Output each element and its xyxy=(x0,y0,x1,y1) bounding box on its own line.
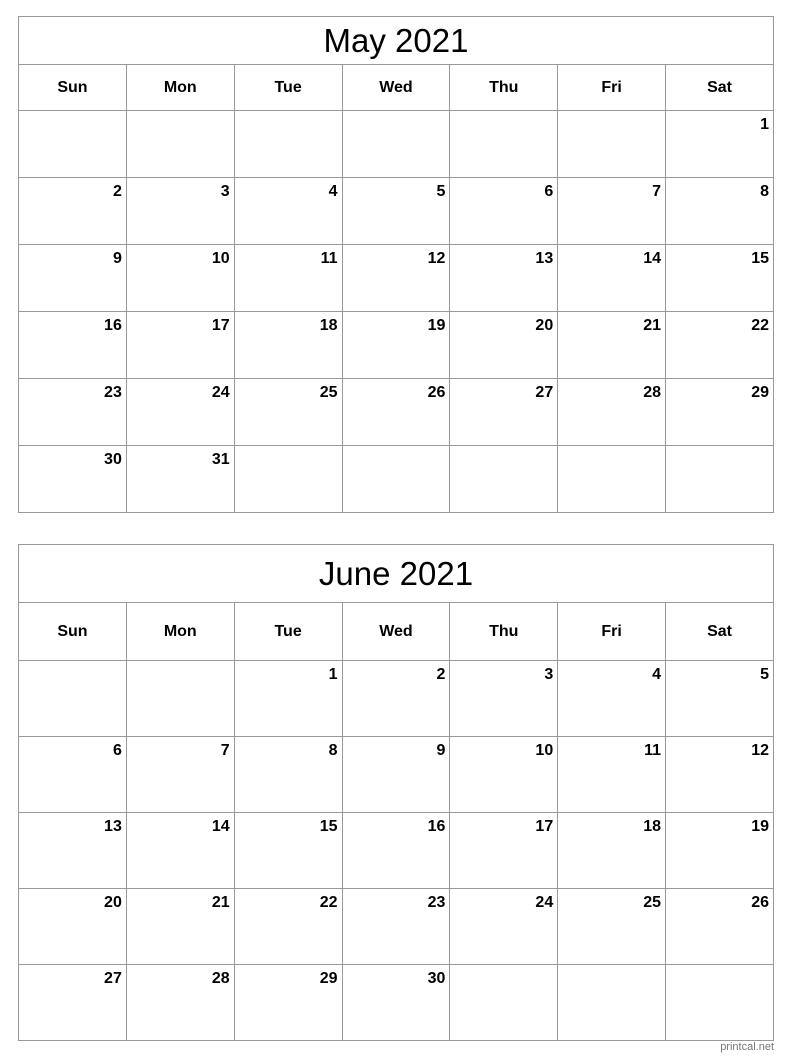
day-cell xyxy=(19,111,127,178)
day-number xyxy=(661,119,665,124)
day-cell xyxy=(666,737,774,813)
day-cell xyxy=(234,965,342,1041)
day-cell xyxy=(342,737,450,813)
day-number: 19 xyxy=(427,317,446,334)
week-row xyxy=(19,379,774,446)
day-number xyxy=(661,454,665,459)
day-cell xyxy=(19,965,127,1041)
day-number xyxy=(338,454,342,459)
day-cell xyxy=(342,965,450,1041)
day-number xyxy=(122,669,126,674)
day-number: 18 xyxy=(643,818,662,835)
day-number: 10 xyxy=(535,742,554,759)
day-cell xyxy=(19,889,127,965)
day-number: 30 xyxy=(427,970,446,987)
day-cell xyxy=(19,737,127,813)
day-cell xyxy=(450,312,558,379)
day-cell xyxy=(666,245,774,312)
day-cell xyxy=(19,312,127,379)
day-cell xyxy=(126,312,234,379)
day-number: 17 xyxy=(211,317,230,334)
day-number: 12 xyxy=(751,742,769,759)
day-number: 23 xyxy=(427,894,446,911)
day-number xyxy=(122,119,126,124)
day-cell xyxy=(666,178,774,245)
day-cell xyxy=(126,661,234,737)
day-number: 11 xyxy=(644,742,662,759)
weekday-thu: Thu xyxy=(450,65,558,111)
day-number: 3 xyxy=(544,666,554,683)
day-number: 26 xyxy=(427,384,446,401)
weekday-sat: Sat xyxy=(666,65,774,111)
weekday-wed: Wed xyxy=(342,603,450,661)
day-cell xyxy=(558,965,666,1041)
day-cell xyxy=(342,661,450,737)
week-row xyxy=(19,446,774,513)
day-cell xyxy=(126,379,234,446)
day-number xyxy=(553,973,557,978)
day-number xyxy=(230,669,234,674)
month-title: June 2021 xyxy=(19,545,774,603)
day-number: 11 xyxy=(320,250,338,267)
day-cell xyxy=(450,661,558,737)
day-number xyxy=(769,973,773,978)
weekday-header-row xyxy=(19,65,774,111)
day-number: 8 xyxy=(328,742,338,759)
day-number: 28 xyxy=(211,970,230,987)
day-number: 12 xyxy=(427,250,446,267)
day-number: 19 xyxy=(751,818,769,835)
day-cell xyxy=(234,446,342,513)
day-cell xyxy=(558,178,666,245)
day-cell xyxy=(666,312,774,379)
day-cell xyxy=(666,111,774,178)
day-cell xyxy=(19,178,127,245)
day-number: 28 xyxy=(643,384,662,401)
week-row xyxy=(19,965,774,1041)
day-number: 15 xyxy=(319,818,338,835)
day-number: 25 xyxy=(643,894,662,911)
day-cell xyxy=(666,889,774,965)
day-number: 25 xyxy=(319,384,338,401)
day-cell xyxy=(450,379,558,446)
weekday-fri: Fri xyxy=(558,65,666,111)
day-number xyxy=(230,119,234,124)
day-number: 20 xyxy=(104,894,122,911)
week-row xyxy=(19,178,774,245)
day-number: 6 xyxy=(544,183,554,200)
day-number xyxy=(553,119,557,124)
day-cell xyxy=(19,661,127,737)
day-number: 13 xyxy=(535,250,554,267)
day-number: 22 xyxy=(319,894,338,911)
day-cell xyxy=(342,111,450,178)
day-cell xyxy=(342,379,450,446)
week-row xyxy=(19,111,774,178)
day-cell xyxy=(450,813,558,889)
day-cell xyxy=(558,813,666,889)
day-number: 22 xyxy=(751,317,769,334)
weekday-thu: Thu xyxy=(450,603,558,661)
day-number: 23 xyxy=(104,384,122,401)
day-cell xyxy=(19,446,127,513)
day-cell xyxy=(558,379,666,446)
day-number: 27 xyxy=(104,970,122,987)
day-cell xyxy=(666,965,774,1041)
week-row xyxy=(19,813,774,889)
day-cell xyxy=(342,813,450,889)
day-number: 15 xyxy=(751,250,769,267)
day-number: 14 xyxy=(211,818,230,835)
day-cell xyxy=(234,178,342,245)
day-cell xyxy=(234,813,342,889)
day-cell xyxy=(342,245,450,312)
day-number: 21 xyxy=(211,894,230,911)
day-number xyxy=(661,973,665,978)
day-cell xyxy=(558,889,666,965)
weekday-mon: Mon xyxy=(126,603,234,661)
day-number: 4 xyxy=(328,183,338,200)
day-cell xyxy=(558,661,666,737)
day-cell xyxy=(666,379,774,446)
day-number: 1 xyxy=(328,666,338,683)
day-number: 16 xyxy=(427,818,446,835)
day-cell xyxy=(666,661,774,737)
day-number: 9 xyxy=(436,742,446,759)
day-cell xyxy=(450,889,558,965)
day-number: 16 xyxy=(104,317,122,334)
day-number: 14 xyxy=(643,250,662,267)
weekday-header-row xyxy=(19,603,774,661)
day-number: 29 xyxy=(319,970,338,987)
day-cell xyxy=(342,178,450,245)
weekday-tue: Tue xyxy=(234,603,342,661)
weekday-tue: Tue xyxy=(234,65,342,111)
day-number: 30 xyxy=(104,451,122,468)
day-number: 3 xyxy=(220,183,230,200)
day-cell xyxy=(234,312,342,379)
day-cell xyxy=(450,245,558,312)
day-number: 24 xyxy=(535,894,554,911)
day-cell xyxy=(234,661,342,737)
day-cell xyxy=(19,245,127,312)
day-number: 17 xyxy=(535,818,554,835)
day-cell xyxy=(126,446,234,513)
day-cell xyxy=(450,178,558,245)
weekday-sun: Sun xyxy=(19,65,127,111)
day-number xyxy=(553,454,557,459)
day-number: 2 xyxy=(436,666,446,683)
weekday-sun: Sun xyxy=(19,603,127,661)
day-number: 2 xyxy=(112,183,122,200)
day-number: 6 xyxy=(112,742,122,759)
day-cell xyxy=(126,813,234,889)
day-cell xyxy=(19,813,127,889)
day-number: 29 xyxy=(751,384,769,401)
day-number: 31 xyxy=(211,451,230,468)
day-cell xyxy=(126,737,234,813)
day-number xyxy=(338,119,342,124)
day-cell xyxy=(126,111,234,178)
calendar-may-2021 xyxy=(18,16,774,513)
day-cell xyxy=(558,245,666,312)
day-cell xyxy=(450,446,558,513)
day-number: 9 xyxy=(112,250,122,267)
day-cell xyxy=(666,446,774,513)
day-number xyxy=(445,119,449,124)
day-number: 1 xyxy=(760,116,769,133)
week-row xyxy=(19,312,774,379)
week-row xyxy=(19,661,774,737)
day-cell xyxy=(126,965,234,1041)
day-number: 20 xyxy=(535,317,554,334)
day-number: 7 xyxy=(652,183,662,200)
week-row xyxy=(19,889,774,965)
day-cell xyxy=(342,446,450,513)
day-cell xyxy=(234,737,342,813)
day-cell xyxy=(126,245,234,312)
weekday-fri: Fri xyxy=(558,603,666,661)
day-number: 7 xyxy=(220,742,230,759)
day-cell xyxy=(558,737,666,813)
day-number xyxy=(769,454,773,459)
day-cell xyxy=(450,737,558,813)
day-cell xyxy=(450,965,558,1041)
footer-credit: printcal.net xyxy=(720,1041,774,1053)
day-number: 10 xyxy=(211,250,230,267)
day-cell xyxy=(558,312,666,379)
week-row xyxy=(19,245,774,312)
day-number: 24 xyxy=(211,384,230,401)
day-number: 27 xyxy=(535,384,554,401)
day-cell xyxy=(234,889,342,965)
calendar-june-2021 xyxy=(18,544,774,1041)
day-cell xyxy=(342,312,450,379)
day-cell xyxy=(126,889,234,965)
title-row xyxy=(19,17,774,65)
weekday-wed: Wed xyxy=(342,65,450,111)
day-number: 5 xyxy=(436,183,446,200)
day-cell xyxy=(666,813,774,889)
day-cell xyxy=(19,379,127,446)
weekday-sat: Sat xyxy=(666,603,774,661)
day-cell xyxy=(342,889,450,965)
day-cell xyxy=(234,111,342,178)
day-cell xyxy=(234,379,342,446)
day-cell xyxy=(234,245,342,312)
weekday-mon: Mon xyxy=(126,65,234,111)
day-number: 13 xyxy=(104,818,122,835)
day-cell xyxy=(558,446,666,513)
day-number xyxy=(445,454,449,459)
week-row xyxy=(19,737,774,813)
day-number: 4 xyxy=(652,666,662,683)
day-cell xyxy=(126,178,234,245)
month-title: May 2021 xyxy=(19,17,774,65)
day-number: 8 xyxy=(760,183,769,200)
day-number: 26 xyxy=(751,894,769,911)
day-number: 18 xyxy=(319,317,338,334)
day-cell xyxy=(450,111,558,178)
day-number: 5 xyxy=(760,666,769,683)
title-row xyxy=(19,545,774,603)
day-number: 21 xyxy=(643,317,662,334)
day-cell xyxy=(558,111,666,178)
